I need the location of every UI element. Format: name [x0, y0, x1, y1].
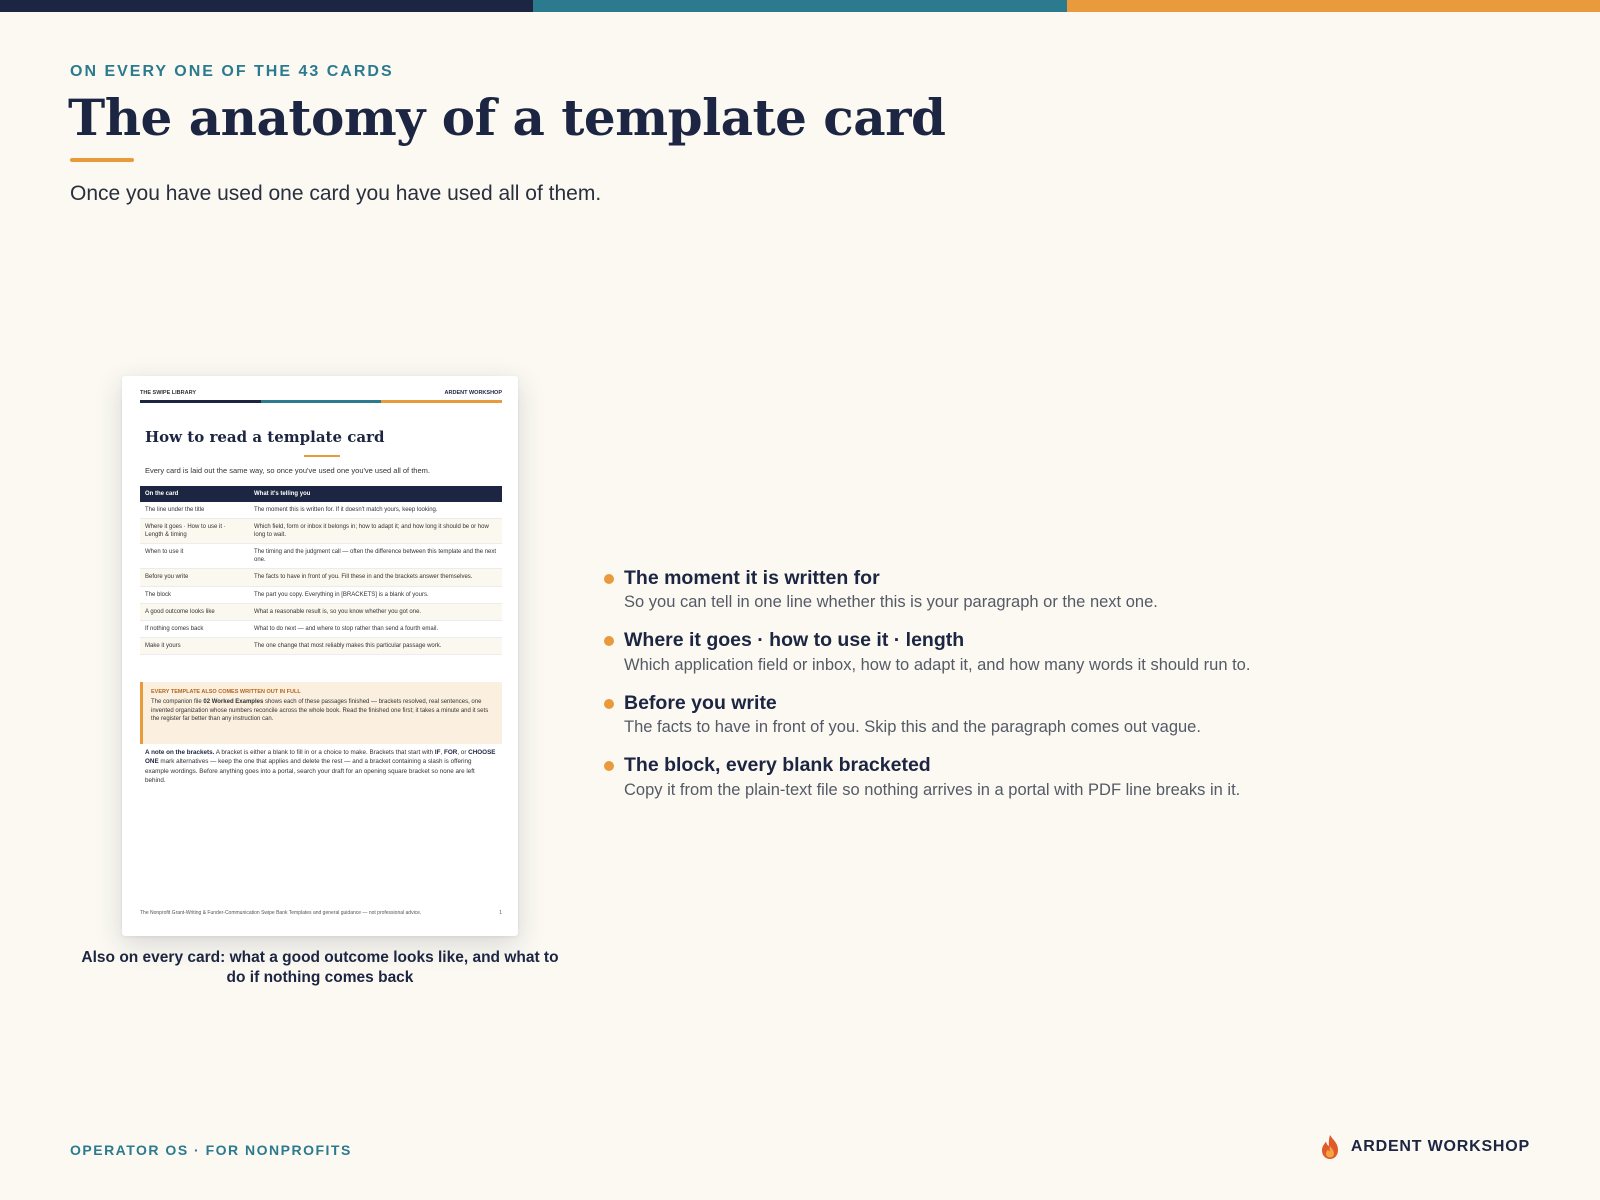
bullet-description: The facts to have in front of you. Skip this and the paragraph comes out vague. — [624, 718, 1201, 737]
page-subtitle: Once you have used one card you have used all of them. — [70, 182, 602, 205]
table-cell: Before you write — [140, 569, 249, 586]
card-callout — [140, 682, 502, 744]
table-row — [140, 620, 502, 637]
card-caption: Also on every card: what a good outcome looks like, and what to do if nothing comes back — [81, 949, 559, 987]
table-cell: If nothing comes back — [140, 620, 249, 637]
table-row — [140, 603, 502, 620]
brand-name: ARDENT WORKSHOP — [1350, 1138, 1530, 1155]
flame-logo-icon — [1319, 1134, 1341, 1160]
table-cell: The moment this is written for. If it doesn't match yours, keep looking. — [249, 502, 502, 519]
page-title: The anatomy of a template card — [68, 88, 946, 147]
list-item — [604, 691, 1504, 739]
bullet-dot-icon — [604, 699, 614, 709]
bullet-title: The block, every blank bracketed — [624, 754, 931, 777]
card-intro: Every card is laid out the same way, so once you've used one you've used all of them. — [145, 466, 430, 475]
table-cell: Where it goes · How to use it · Length & timing — [140, 519, 249, 544]
table-row — [140, 502, 502, 519]
card-title-underline — [304, 455, 340, 457]
list-item — [604, 566, 1504, 614]
accent-segment-orange — [1067, 0, 1600, 12]
card-title: How to read a template card — [145, 428, 385, 446]
table-cell: What to do next — and where to stop rather than send a fourth email. — [249, 620, 502, 637]
table-cell: The timing and the judgment call — often the difference between this template and the next one. — [249, 544, 502, 569]
footer-brand — [1319, 1134, 1530, 1160]
table-cell: Which field, form or inbox it belongs in; how to adapt it; and how long it should be or how long to wait. — [249, 519, 502, 544]
card-table-header: What it's telling you — [249, 486, 502, 502]
table-cell: What a reasonable result is, so you know whether you got one. — [249, 603, 502, 620]
table-row — [140, 586, 502, 603]
card-bracket-note: A note on the brackets. A bracket is either a blank to fill in or a choice to make. Brackets that start with IF, FOR, or CHOOSE ONE mark alternatives — keep the one that applies and delete the rest — and a bracket containing a slash is offering example wordings. Before anything goes into a portal, search your draft for an opening square bracket so none are left behind. — [145, 749, 496, 785]
list-item — [604, 753, 1504, 801]
callout-body: The companion file 02 Worked Examples shows each of these passages finished — brackets resolved, real sentences, one invented organization whose numbers reconcile across the whole book. Read the finished one first; it takes a minute and it sets the register far better than any instruction can. — [151, 699, 489, 723]
card-table — [140, 486, 502, 655]
callout-heading: EVERY TEMPLATE ALSO COMES WRITTEN OUT IN FULL — [151, 689, 301, 695]
table-cell: The line under the title — [140, 502, 249, 519]
table-cell: Make it yours — [140, 637, 249, 654]
card-footer — [140, 910, 502, 916]
table-row — [140, 544, 502, 569]
table-row — [140, 569, 502, 586]
bullet-title: Before you write — [624, 691, 777, 714]
title-underline — [70, 158, 134, 162]
table-cell: When to use it — [140, 544, 249, 569]
card-header-right: ARDENT WORKSHOP — [444, 390, 502, 396]
bullet-description: Copy it from the plain-text file so nothing arrives in a portal with PDF line breaks in it. — [624, 780, 1241, 799]
card-table-header: On the card — [140, 486, 249, 502]
table-cell: The one change that most reliably makes this particular passage work. — [249, 637, 502, 654]
bullet-description: Which application field or inbox, how to adapt it, and how many words it should run to. — [624, 655, 1251, 674]
bullet-dot-icon — [604, 761, 614, 771]
card-header-left: THE SWIPE LIBRARY — [140, 390, 197, 396]
bullet-title: Where it goes · how to use it · length — [624, 629, 965, 652]
bullet-dot-icon — [604, 574, 614, 584]
list-item — [604, 628, 1504, 676]
bullet-title: The moment it is written for — [624, 567, 880, 589]
page-kicker: ON EVERY ONE OF THE 43 CARDS — [70, 63, 394, 80]
card-page-number: 1 — [499, 910, 502, 916]
bullet-dot-icon — [604, 636, 614, 646]
accent-segment-navy — [0, 0, 533, 12]
table-cell: The facts to have in front of you. Fill these in and the brackets answer themselves. — [249, 569, 502, 586]
template-card-preview — [122, 376, 518, 936]
bullet-description: So you can tell in one line whether this is your paragraph or the next one. — [624, 593, 1158, 612]
accent-segment-teal — [533, 0, 1066, 12]
card-footer-text: The Nonprofit Grant-Writing & Funder-Communication Swipe Bank Templates and general guidance — not professional advice. — [140, 910, 422, 916]
table-cell: The part you copy. Everything in [BRACKETS] is a blank of yours. — [249, 586, 502, 603]
footer-series-label: OPERATOR OS · FOR NONPROFITS — [70, 1142, 352, 1158]
table-cell: A good outcome looks like — [140, 603, 249, 620]
table-cell: The block — [140, 586, 249, 603]
card-accent-bar — [140, 400, 502, 403]
card-table-header-row — [140, 486, 502, 502]
top-accent-bar — [0, 0, 1600, 12]
anatomy-bullet-list — [604, 566, 1504, 816]
table-row — [140, 519, 502, 544]
table-row — [140, 637, 502, 654]
